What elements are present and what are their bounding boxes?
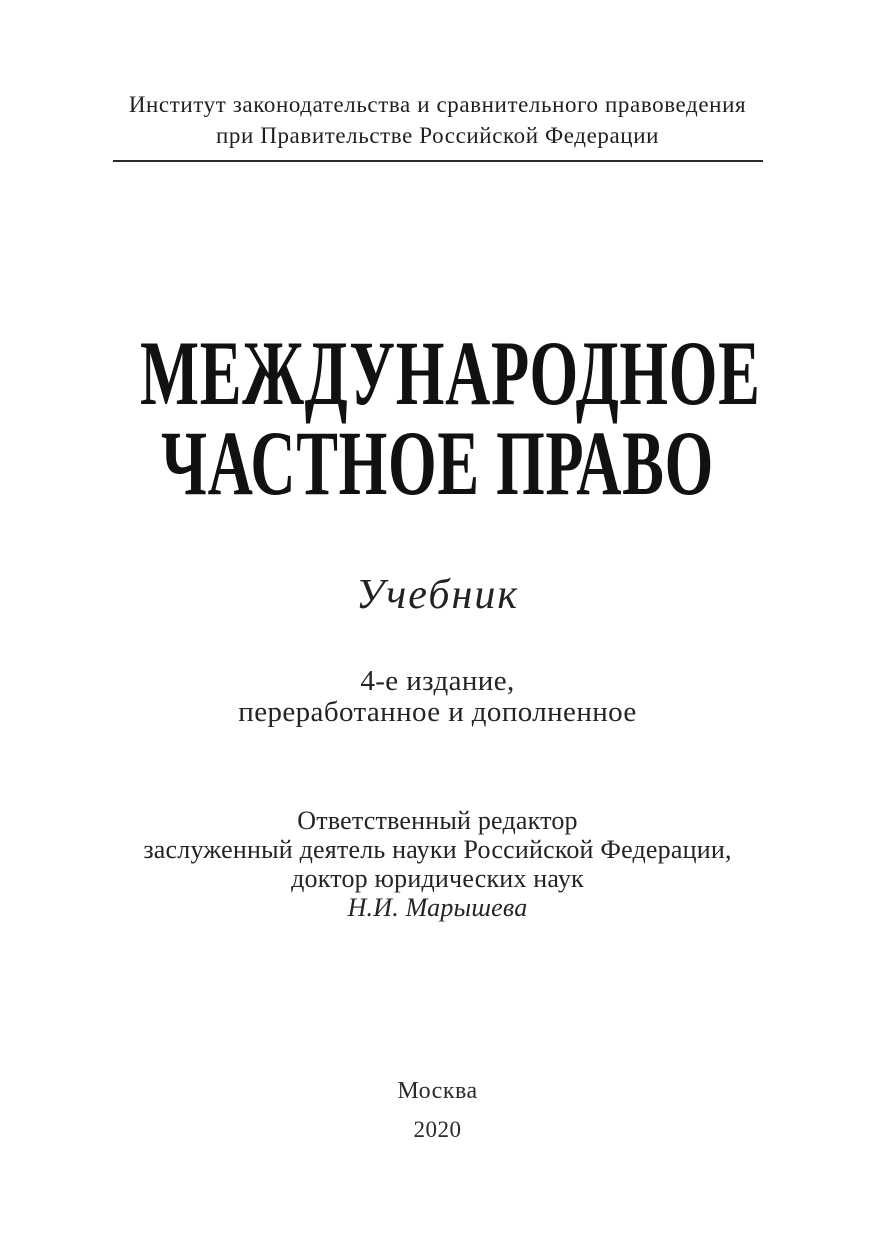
edition-line-2: переработанное и дополненное: [238, 696, 637, 728]
book-title: [140, 322, 761, 514]
institution-line-1: Институт законодательства и сравнительного правоведения: [128, 92, 747, 117]
imprint-year: 2020: [413, 1117, 462, 1142]
divider-rule: [113, 160, 763, 162]
institution-line-2: при Правительстве Российской Федерации: [215, 123, 660, 148]
edition-line-1: 4-е издание,: [360, 665, 515, 697]
imprint-city: Москва: [397, 1078, 478, 1104]
imprint-block: [0, 1077, 875, 1143]
book-title-line-2: ЧАСТНОЕ ПРАВО: [161, 412, 714, 514]
editor-name: Н.И. Марышева: [347, 893, 528, 922]
edition-info: [0, 666, 875, 728]
institution-header: [0, 89, 875, 151]
editor-honors: заслуженный деятель науки Российской Федерации,: [143, 835, 732, 864]
editor-block: [0, 806, 875, 922]
editor-degree: доктор юридических наук: [291, 864, 584, 893]
book-title-line-1: МЕЖДУНАРОДНОЕ: [140, 322, 761, 424]
subtitle-textbook: Учебник: [356, 572, 519, 618]
editor-role: Ответственный редактор: [297, 806, 578, 835]
